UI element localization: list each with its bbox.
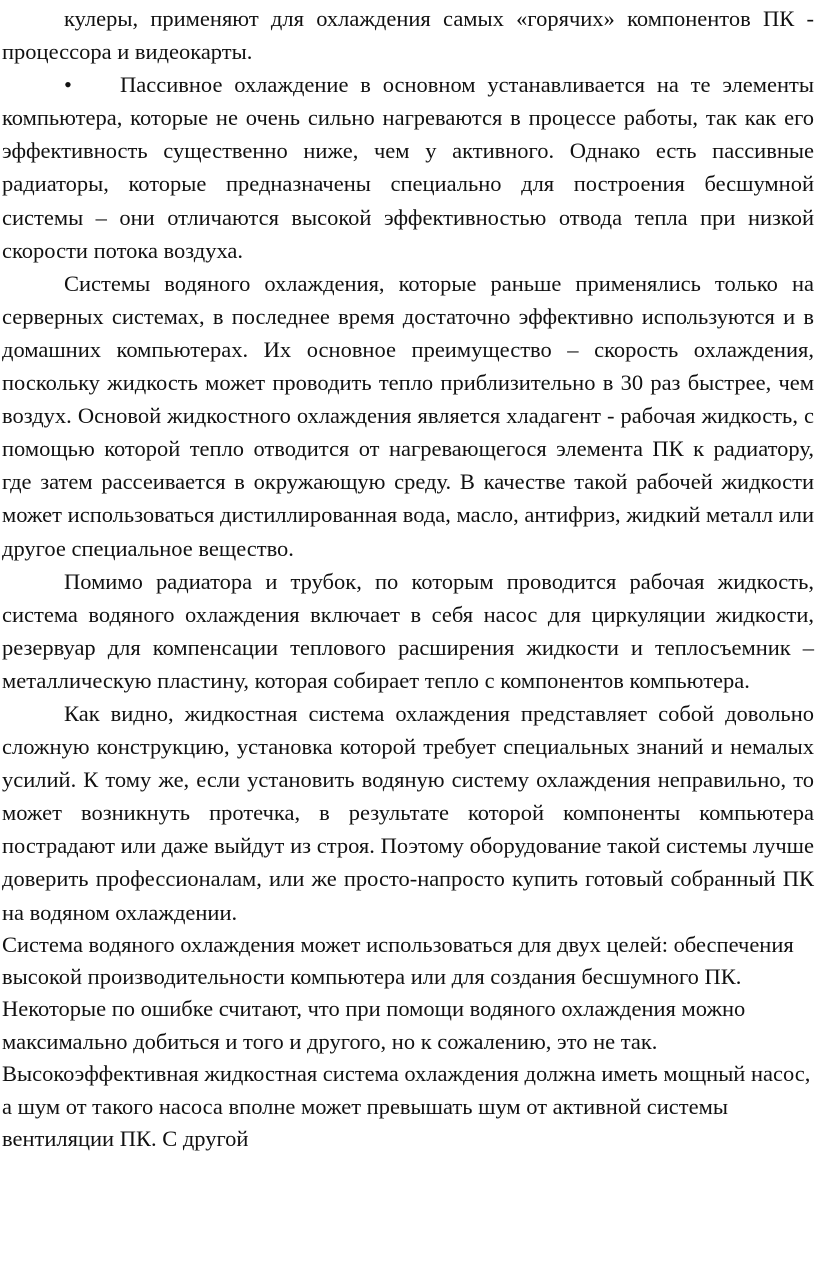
paragraph-water-cooling-intro: Системы водяного охлаждения, которые раньше применялись только на серверных системах, в последнее время достаточно эффективно используются и в домашних компьютерах. Их основное преимущество – скорость охлаждения, поскольку жидкость может проводить тепло приблизительно в 30 раз быстрее, чем воздух. Основой жидкостного охлаждения является хладагент - рабочая жидкость, с помощью которой тепло отводится от нагревающегося элемента ПК к радиатору, где затем рассеивается в окружающую среду. В качестве такой рабочей жидкости может использоваться дистиллированная вода, масло, антифриз, жидкий металл или другое специальное вещество. xyxy=(2,270,814,561)
paragraph-passive-cooling xyxy=(2,68,814,267)
paragraph-water-cooling-purposes: Система водяного охлаждения может использоваться для двух целей: обеспечения высокой производительности компьютера или для создания бесшумного ПК. Некоторые по ошибке считают, что при помощи водяного охлаждения можно максимально добиться и того и другого, но к сожалению, это не так. Высокоэффективная жидкостная система охлаждения должна иметь мощный насос, а шум от такого насоса вполне может превышать шум от активной системы вентиляции ПК. С другой xyxy=(2,931,811,1152)
paragraph-coolers-continuation: кулеры, применяют для охлаждения самых «горячих» компонентов ПК - процессора и видеокарты. xyxy=(2,6,814,65)
paragraph-passive-cooling-text: Пассивное охлаждение в основном устанавливается на те элементы компьютера, которые не очень сильно нагреваются в процессе работы, так как его эффективность существенно ниже, чем у активного. Однако есть пассивные радиаторы, которые предназначены специально для построения бесшумной системы – они отличаются высокой эффективностью отвода тепла при низкой скорости потока воздуха. xyxy=(2,72,814,263)
paragraph-water-cooling-components: Помимо радиатора и трубок, по которым проводится рабочая жидкость, система водяного охлаждения включает в себя насос для циркуляции жидкости, резервуар для компенсации теплового расширения жидкости и теплосъемник – металлическую пластину, которая собирает тепло с компонентов компьютера. xyxy=(2,568,814,693)
paragraph-water-cooling-installation: Как видно, жидкостная система охлаждения представляет собой довольно сложную конструкцию, установка которой требует специальных знаний и немалых усилий. К тому же, если установить водяную систему охлаждения неправильно, то может возникнуть протечка, в результате которой компоненты компьютера пострадают или даже выйдут из строя. Поэтому оборудование такой системы лучше доверить профессионалам, или же просто-напросто купить готовый собранный ПК на водяном охлаждении. xyxy=(2,700,814,925)
bullet-marker: • xyxy=(64,72,72,98)
